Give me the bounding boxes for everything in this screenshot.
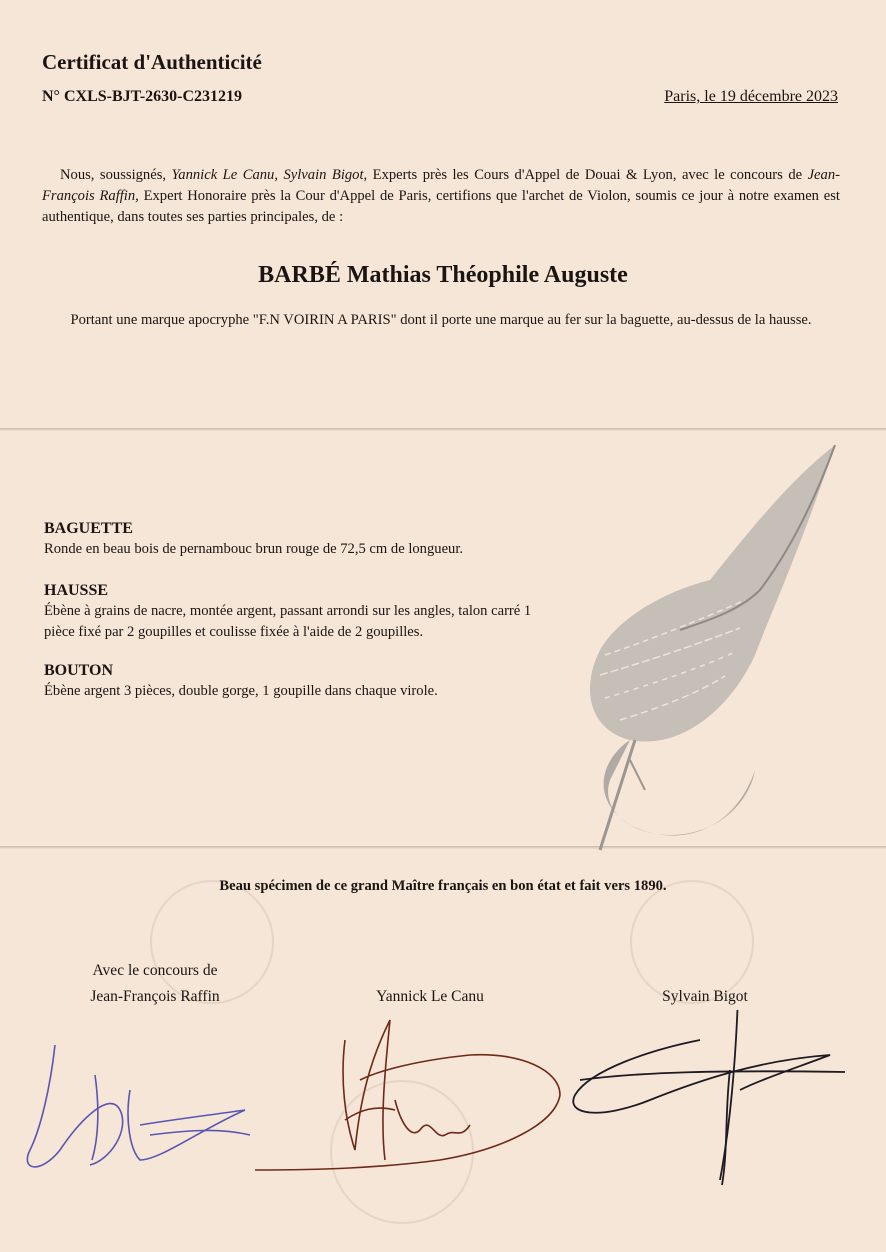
section-bouton [44,660,564,702]
signatures-area [0,1010,886,1210]
section-heading: HAUSSE [44,582,109,599]
honorary-expert-name: Jean-François Raffin [42,167,840,204]
signatory-lecanu: Yannick Le Canu [376,988,484,1005]
quill-emblem-icon [560,440,860,860]
intro-text: , Expert Honoraire près la Cour d'Appel de Paris, certifions que l'archet de Violon, soumis ce jour à notre examen est authentique, dans toutes ses parties principales, de : [42,188,840,225]
section-text: Ébène argent 3 pièces, double gorge, 1 goupille dans chaque virole. [44,683,438,699]
section-text: Ronde en beau bois de pernambouc brun rouge de 72,5 cm de longueur. [44,541,464,557]
signature-raffin [27,1045,250,1167]
conclusion-text: Beau spécimen de ce grand Maître français en bon état et fait vers 1890. [219,878,667,894]
certificate-title: Certificat d'Authenticité [42,50,262,74]
signatory-bigot: Sylvain Bigot [662,988,748,1005]
mark-note: Portant une marque apocryphe "F.N VOIRIN A PARIS" dont il porte une marque au fer sur la baguette, au-dessus de la hausse. [70,312,812,328]
intro-text: Nous, soussignés, [60,167,172,183]
intro-text: , Experts près les Cours d'Appel de Douai & Lyon, avec le concours de [363,167,808,183]
section-baguette [44,518,564,560]
maker-name: BARBÉ Mathias Théophile Auguste [258,262,628,288]
signature-lecanu [255,1020,560,1170]
signatory-raffin [60,958,250,1010]
section-hausse [44,580,564,643]
section-heading: BOUTON [44,662,114,679]
section-text: Ébène à grains de nacre, montée argent, passant arrondi sur les angles, talon carré 1 pièce fixé par 2 goupilles et coulisse fixée à l'aide de 2 goupilles. [44,603,532,640]
certificate-number: N° CXLS-BJT-2630-C231219 [42,88,243,105]
signatory-caption: Avec le concours de [92,962,218,979]
experts-names: Yannick Le Canu, Sylvain Bigot [171,167,364,183]
signatory-name: Jean-François Raffin [90,988,220,1005]
intro-paragraph [42,165,840,228]
fold-line [0,428,886,431]
signature-bigot [573,1010,845,1185]
certificate-date: Paris, le 19 décembre 2023 [664,88,838,105]
section-heading: BAGUETTE [44,520,133,537]
